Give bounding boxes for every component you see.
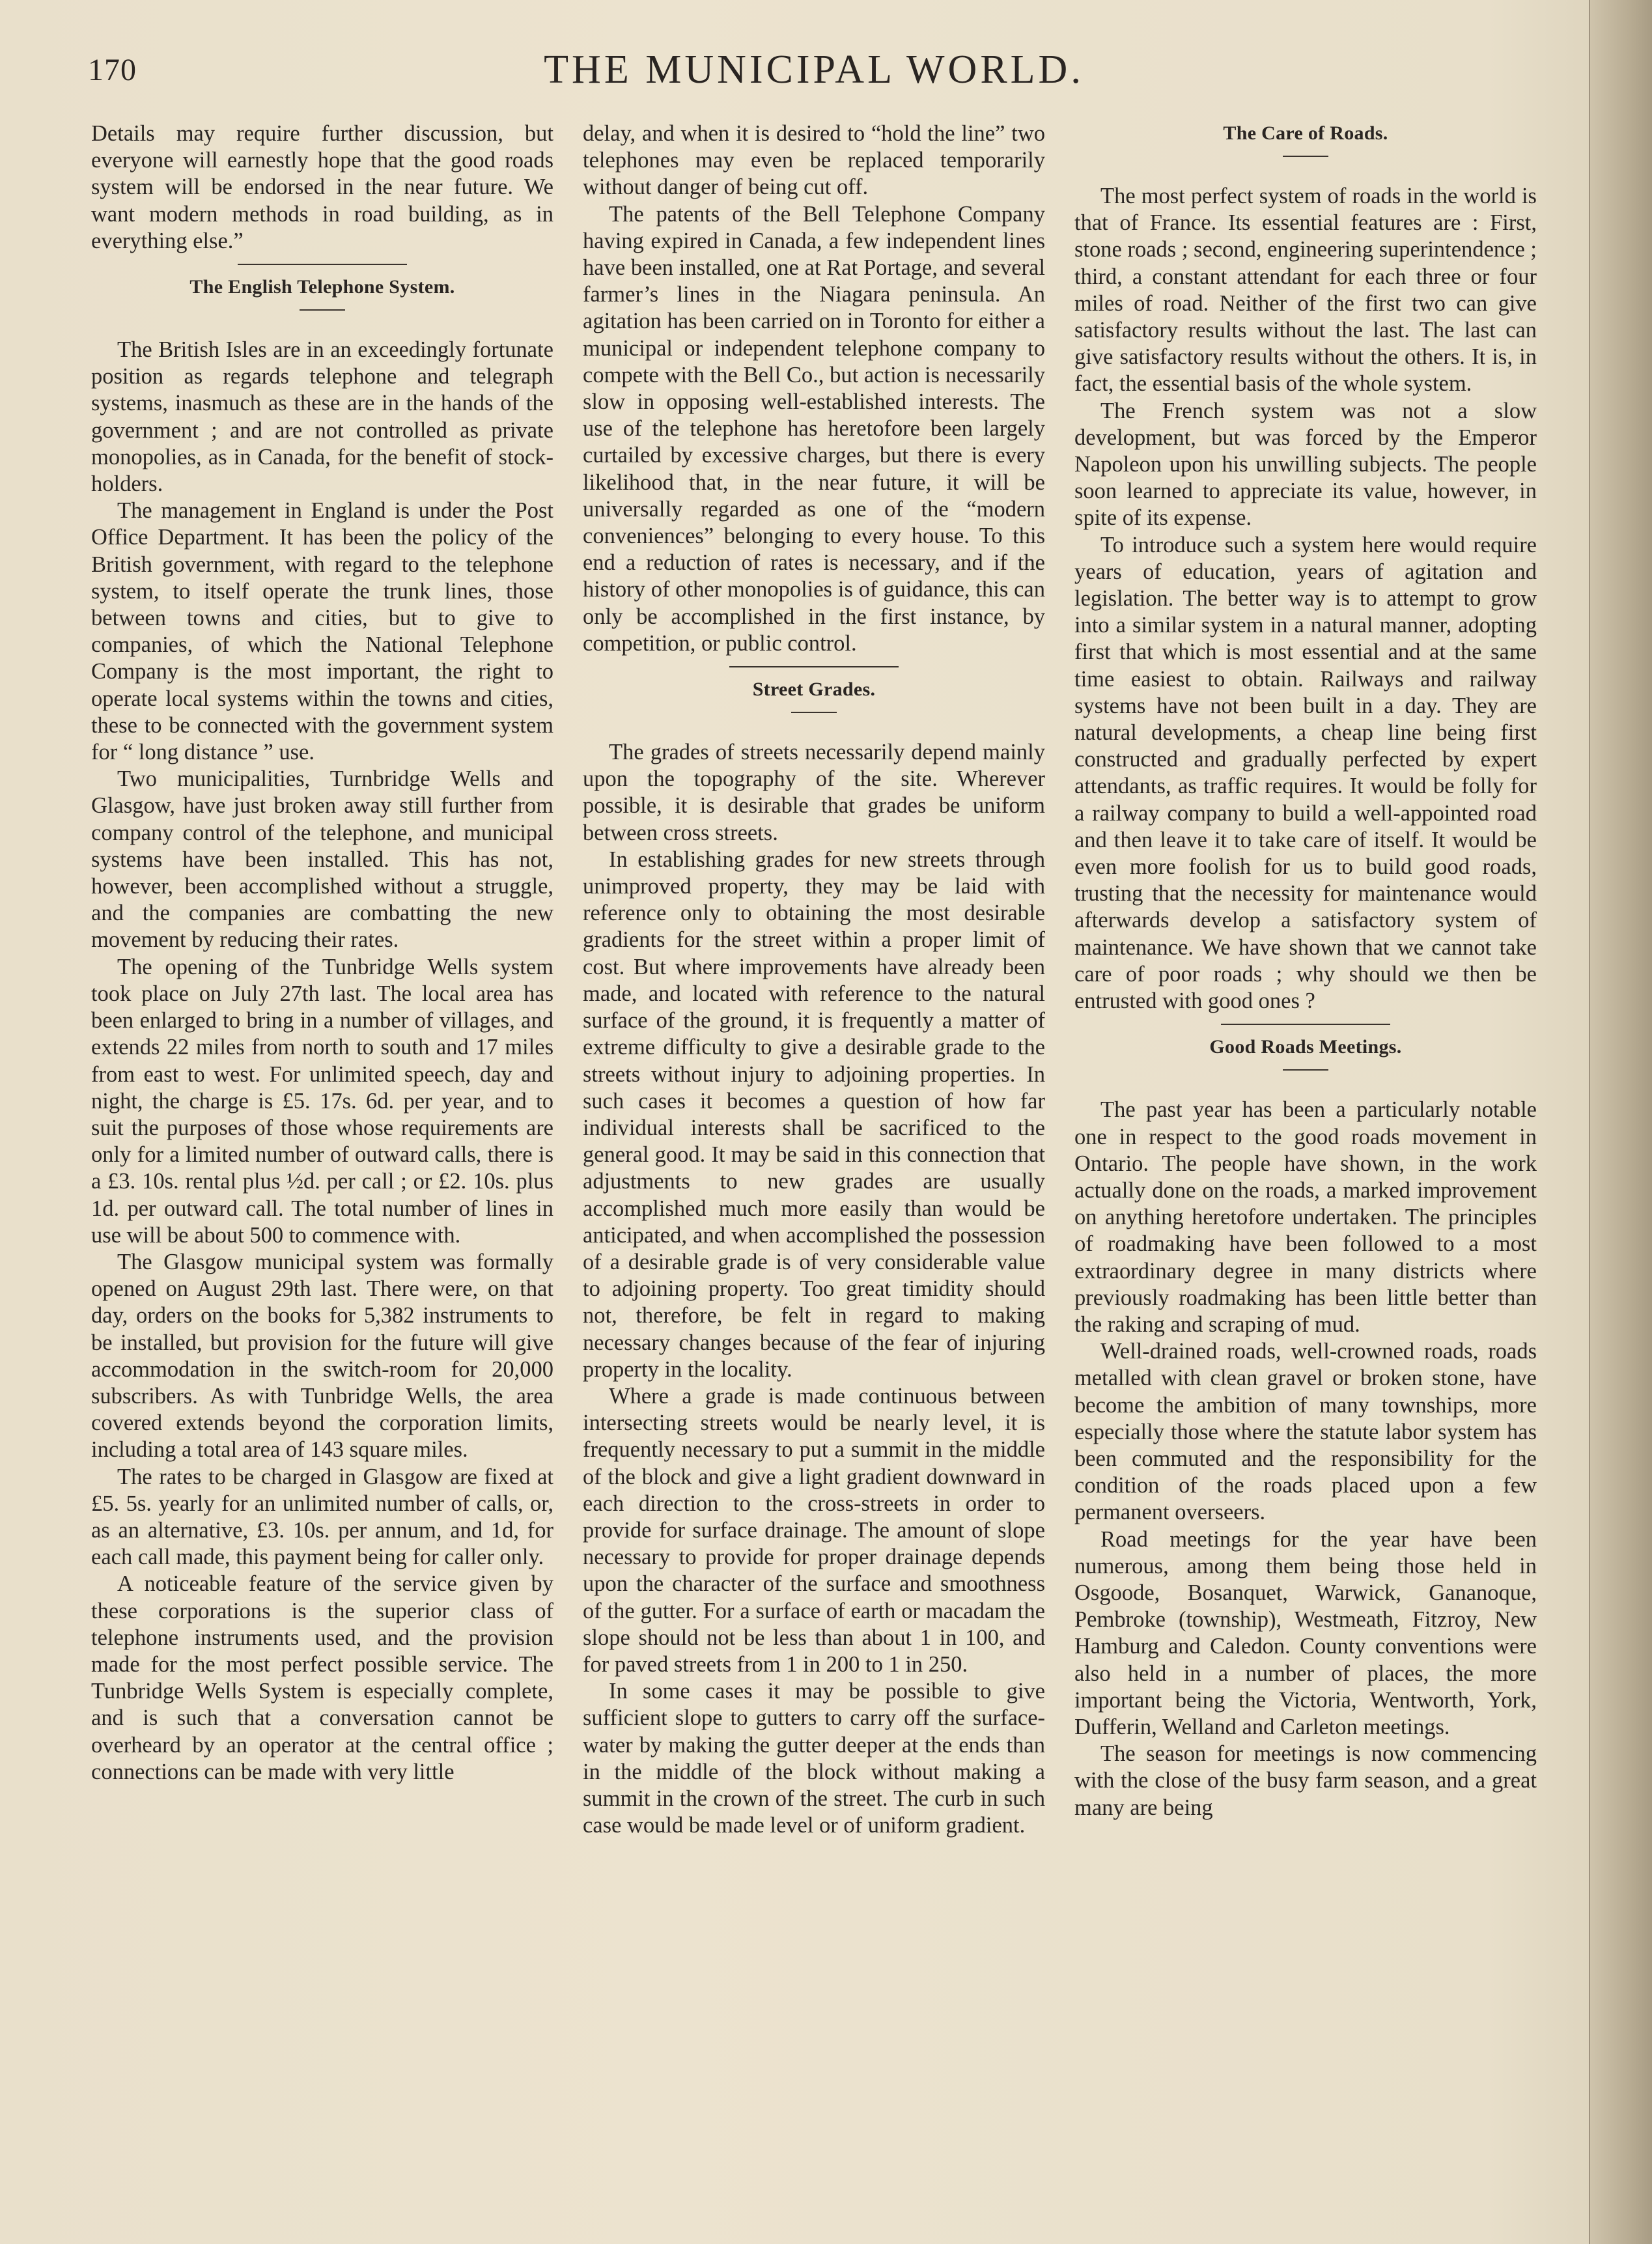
section-divider: [729, 666, 899, 667]
paragraph: The French system was not a slow development, but was forced by the Emperor Napoleon upon his unwilling subjects. The people soon learned to appreciate its value, however, in spite of its expense.: [1074, 398, 1537, 531]
paragraph: The British Isles are in an exceedingly fortunate position as regards telephone and telegraph systems, inasmuch as these are in the hands of the government ; and are not controlled as private monopolies, as in Canada, for the benefit of stock-holders.: [91, 337, 553, 497]
paragraph: To introduce such a system here would require years of education, years of agitation and legislation. The better way is to attempt to grow into a similar system in a natural manner, adopting first that which is most essential and at the same time easiest to obtain. Railways and railway systems have not been built in a day. They are natural developments, a cheap line being first constructed and gradually perfected by expert attendants, as traffic requires. It would be folly for a railway company to build a well-appointed road and then leave it to take care of itself. It would be even more foolish for us to build good roads, trusting that the necessity for maintenance would afterwards develop a satisfactory system of maintenance. We have shown that we cannot take care of poor roads ; why should we then be entrusted with good ones ?: [1074, 532, 1537, 1014]
paragraph: In establishing grades for new streets through unimproved property, they may be laid with reference only to obtaining the most desirable gradients for the street within a proper limit of cost. But where improvements have already been made, and located with reference to the natural surface of the ground, it is frequently a matter of extreme difficulty to give a desirable grade to the streets without injury to adjoining properties. In such cases it becomes a question of how far individual interests shall be sacrificed to the general good. It may be said in this connection that adjustments to new grades are usually accomplished much more easily than would be anticipated, and when accomplished the possession of a desirable grade is of very considerable value to adjoining property. Too great timidity should not, therefore, be felt in regard to making necessary changes because of the fear of injuring property in the locality.: [583, 847, 1045, 1382]
paragraph: In some cases it may be possible to give sufficient slope to gutters to carry off the surface-water by making the gutter deeper at the ends than in the middle of the block without making a summit in the crown of the street. The curb in such case would be made level or of uniform gradient.: [583, 1679, 1045, 1838]
heading-good-roads-meetings: Good Roads Meetings.: [1209, 1036, 1402, 1058]
heading-care-of-roads: The Care of Roads.: [1223, 122, 1388, 144]
paragraph: The patents of the Bell Telephone Company having expired in Canada, a few independent lines have been installed, one at Rat Portage, and several farmer’s lines in the Niagara peninsula. An agitation has been carried on in Toronto for either a municipal or independent telephone company to compete with the Bell Co., but action is necessarily slow in opposing well-established interests. The use of the telephone has heretofore been largely curtailed by excessive charges, but there is every likelihood that, in the near future, it will be universally regarded as one of the “modern conveniences” belonging to every house. To this end a reduction of rates is necessary, and if the history of other monopolies is of guidance, this can only be accomplished in the first instance, by competition, or public control.: [583, 201, 1045, 656]
paragraph: Two municipalities, Turnbridge Wells and Glasgow, have just broken away still further from company control of the telephone, and municipal systems have been installed. This has not, however, been accomplished without a struggle, and the companies are combatting the new movement by reducing their rates.: [91, 766, 553, 953]
paragraph: The opening of the Tunbridge Wells system took place on July 27th last. The local area has been enlarged to bring in a number of villages, and extends 22 miles from north to south and 17 miles from east to west. For unlimited speech, day and night, the charge is £5. 17s. 6d. per year, and to suit the purposes of those whose requirements are only for a limited number of outward calls, there is a £3. 10s. rental plus ½d. per call ; or £2. 10s. plus 1d. per outward call. The total number of lines in use will be about 500 to commence with.: [91, 954, 553, 1248]
binding-edge: [1589, 0, 1652, 2244]
journal-title: THE MUNICIPAL WORLD.: [544, 48, 1084, 92]
section-divider: [1221, 1024, 1390, 1025]
paragraph: Road meetings for the year have been numerous, among them being those held in Osgoode, Bosanquet, Warwick, Gananoque, Pembroke (township), Westmeath, Fitzroy, New Hamburg and Caledon. County conventions were also held in a number of places, the more important being the Victoria, Wentworth, York, Dufferin, Welland and Carleton meetings.: [1074, 1526, 1537, 1739]
heading-underline: [300, 309, 345, 311]
paragraph: The past year has been a particularly notable one in respect to the good roads movement in Ontario. The people have shown, in the work actually done on the roads, a marked improvement on anything heretofore undertaken. The principles of roadmaking have been followed to a most extraordinary degree in many districts where previously roadmaking has been little better than the raking and scraping of mud.: [1074, 1097, 1537, 1337]
page-number: 170: [88, 53, 137, 87]
paragraph: Well-drained roads, well-crowned roads, roads metalled with clean gravel or broken stone, have become the ambition of many townships, more especially those where the statute labor system has been commuted and the responsibility for the condition of the roads placed upon a few permanent overseers.: [1074, 1339, 1537, 1525]
page-header: [88, 47, 1540, 99]
heading-english-telephone: The English Telephone System.: [189, 276, 455, 298]
paragraph: The management in England is under the Post Office Department. It has been the policy of the British government, with regard to the telephone system, to itself operate the trunk lines, those between towns and cities, but to give to companies, of which the National Telephone Company is the most important, the right to operate local systems within the towns and cities, these to be connected with the government system for “ long distance ” use.: [91, 498, 553, 765]
heading-underline: [1283, 156, 1328, 157]
paragraph: The most perfect system of roads in the world is that of France. Its essential features are : First, stone roads ; second, engineering superintendence ; third, a constant attendant for each three or four miles of road. Neither of the first two can give satisfactory results without the last. The last can give satisfactory results without the others. It is, in fact, the essential basis of the whole system.: [1074, 184, 1537, 397]
paragraph: The season for meetings is now commencing with the close of the busy farm season, and a great many are being: [1074, 1741, 1537, 1820]
heading-street-grades: Street Grades.: [752, 679, 876, 701]
heading-underline: [791, 712, 837, 713]
column-2: [583, 120, 1045, 1839]
section-divider: [238, 264, 407, 265]
column-1: [91, 120, 553, 1786]
paragraph-continuation: delay, and when it is desired to “hold the line” two telephones may even be replaced temporarily without danger of being cut off.: [583, 121, 1045, 200]
article-continuation: Details may require further discussion, but everyone will earnestly hope that the good roads system will be endorsed in the near future. We want modern methods in road building, as in everything else.”: [91, 121, 553, 253]
paragraph: Where a grade is made continuous between intersecting streets would be nearly level, it is frequently necessary to put a summit in the middle of the block and give a light gradient downward in each direction to the cross-streets in order to provide for surface drainage. The amount of slope necessary to provide for proper drainage depends upon the character of the surface and smoothness of the gutter. For a surface of earth or macadam the slope should not be less than about 1 in 100, and for paved streets from 1 in 200 to 1 in 250.: [583, 1383, 1045, 1677]
paragraph: The grades of streets necessarily depend mainly upon the topography of the site. Wherever possible, it is desirable that grades be uniform between cross streets.: [583, 740, 1045, 845]
paragraph: A noticeable feature of the service given by these corporations is the superior class of telephone instruments used, and the provision made for the most perfect possible service. The Tunbridge Wells System is especially complete, and is such that a conversation cannot be overheard by an operator at the central office ; connections can be made with very little: [91, 1571, 553, 1784]
paragraph: The Glasgow municipal system was formally opened on August 29th last. There were, on that day, orders on the books for 5,382 instruments to be installed, but provision for the future will give accommodation in the switch-room for 20,000 subscribers. As with Tunbridge Wells, the area covered extends beyond the corporation limits, including a total area of 143 square miles.: [91, 1249, 553, 1463]
column-3: [1074, 120, 1537, 1821]
paragraph: The rates to be charged in Glasgow are fixed at £5. 5s. yearly for an unlimited number of calls, or, as an alternative, £3. 10s. per annum, and 1d, for each call made, this payment being for caller only.: [91, 1464, 553, 1570]
heading-underline: [1283, 1069, 1328, 1071]
